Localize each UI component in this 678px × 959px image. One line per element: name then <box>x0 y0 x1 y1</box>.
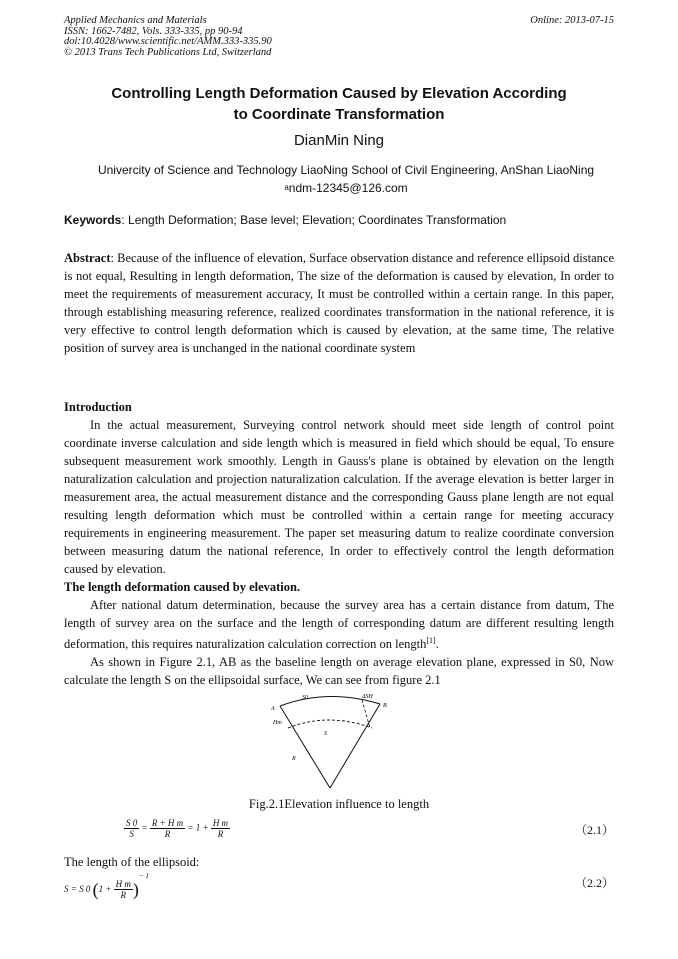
citation-1[interactable]: [1] <box>426 636 436 645</box>
paper-title <box>64 83 614 125</box>
main-body <box>64 398 614 689</box>
inner-arc <box>288 720 372 728</box>
section2-paragraph-1: After national datum determination, because the survey area has a certain distance from datum, The length of survey area on the surface and the length of corresponding datum are different resulting length deformation, this requires naturalization calculation correction on length[1]. <box>64 598 614 652</box>
abstract-label: Abstract <box>64 251 111 265</box>
eq2-exponent: − 1 <box>138 872 149 880</box>
title-line-2: to Coordinate Transformation <box>233 106 445 123</box>
equation-number-2-1: （2.1） <box>574 823 614 837</box>
keywords <box>64 213 614 227</box>
doi: doi:10.4028/www.scientific.net/AMM.333-335.90 <box>64 36 272 47</box>
section2-paragraph-2: As shown in Figure 2.1, AB as the baseline length on average elevation plane, expressed in S0, Now calculate the length S on the ellipsoidal surface, We can see from figure 2.1 <box>64 655 614 688</box>
eq1-mid-fraction: $\frac{\text{R + H m}}{R}$ <box>151 818 184 839</box>
abstract-text: : Because of the influence of elevation, Surface observation distance and reference ellipsoid distance is not equal, Resulting in length deformation, The size of the deformation is caused by elevation, In order to meet the requirements of measurement accuracy, It must be controlled within a certain range. In this paper, through establishing measuring reference, realized coordinates transformation in the national reference, it is very effective to control length deformation which is caused by elevation, at the same time, The relative position of survey area is unchanged in the national coordinate system <box>64 251 614 355</box>
journal-name: Applied Mechanics and Materials <box>64 15 207 26</box>
eq1-lhs-fraction: $\frac{S 0}{S}$ <box>126 818 138 839</box>
label-a: A <box>271 706 275 712</box>
online-date: Online: 2013-07-15 <box>530 15 614 26</box>
label-r: R <box>292 756 296 762</box>
label-s0: S0 <box>302 695 308 701</box>
email-superscript: a <box>284 183 289 192</box>
abstract <box>64 249 614 357</box>
issn: ISSN: 1662-7482, Vols. 333-335, pp 90-94 <box>64 25 243 37</box>
radius-left <box>280 706 330 788</box>
offset-line <box>362 700 370 728</box>
label-hm: Hm <box>273 720 282 726</box>
email-line <box>64 179 628 197</box>
intro-heading: Introduction <box>64 400 132 414</box>
label-dsh: ΔSH <box>362 694 373 700</box>
equation-number-2-2: （2.2） <box>574 876 614 890</box>
copyright: © 2013 Trans Tech Publications Ltd, Switzerland <box>64 46 272 58</box>
keywords-label: Keywords <box>64 213 122 227</box>
label-s: S <box>324 731 327 737</box>
title-line-1: Controlling Length Deformation Caused by Elevation According <box>111 85 567 102</box>
email[interactable]: ndm-12345@126.com <box>288 181 408 195</box>
equation-2-2: S = S 0 (1 + $\frac{\text{H m}}{R}$ )$^{- 1}$ <box>64 872 149 901</box>
intro-paragraph: In the actual measurement, Surveying control network should meet side length of control point coordinate inverse calculation and side length which is measured in field which should be equal, To ensure subsequent measurement work smoothly. Length in Gauss's plane is obtained by elevation on the length naturalization calculation and projection naturalization calculation. If the average elevation is better larger in measurement area, the actual measurement distance and the corresponding Gauss plane length are not equal resulting length deformation which must be controlled within a certain range for meeting accuracy requirements in engineering measurement. The paper set measuring datum to realize coordinate conversion between measuring datum the national reference, In order to effectively control the length deformation caused by elevation. <box>64 418 614 576</box>
section2-heading: The length deformation caused by elevation. <box>64 580 301 594</box>
author-name: DianMin Ning <box>293 132 385 149</box>
eq2-fraction: $\frac{\text{H m}}{R}$ <box>115 879 131 901</box>
equation-2-1: $\frac{S 0}{S}$ = $\frac{\text{R + H m}}{R}$ = 1 + $\frac{\text{H m}}{R}$ <box>126 818 229 839</box>
affiliation-block <box>64 161 628 197</box>
affiliation: Univercity of Science and Technology LiaoNing School of Civil Engineering, AnShan LiaoNing <box>97 163 595 177</box>
label-b: B <box>383 703 387 709</box>
figure-2-1 <box>266 688 416 792</box>
radius-right <box>330 704 380 788</box>
page-header <box>64 16 614 58</box>
eq1-rhs-fraction: $\frac{\text{H m}}{R}$ <box>212 818 229 839</box>
ellipsoid-label: The length of the ellipsoid: <box>64 855 200 869</box>
figure-caption: Fig.2.1Elevation influence to length <box>248 797 430 811</box>
keywords-text: : Length Deformation; Base level; Elevation; Coordinates Transformation <box>121 213 507 227</box>
